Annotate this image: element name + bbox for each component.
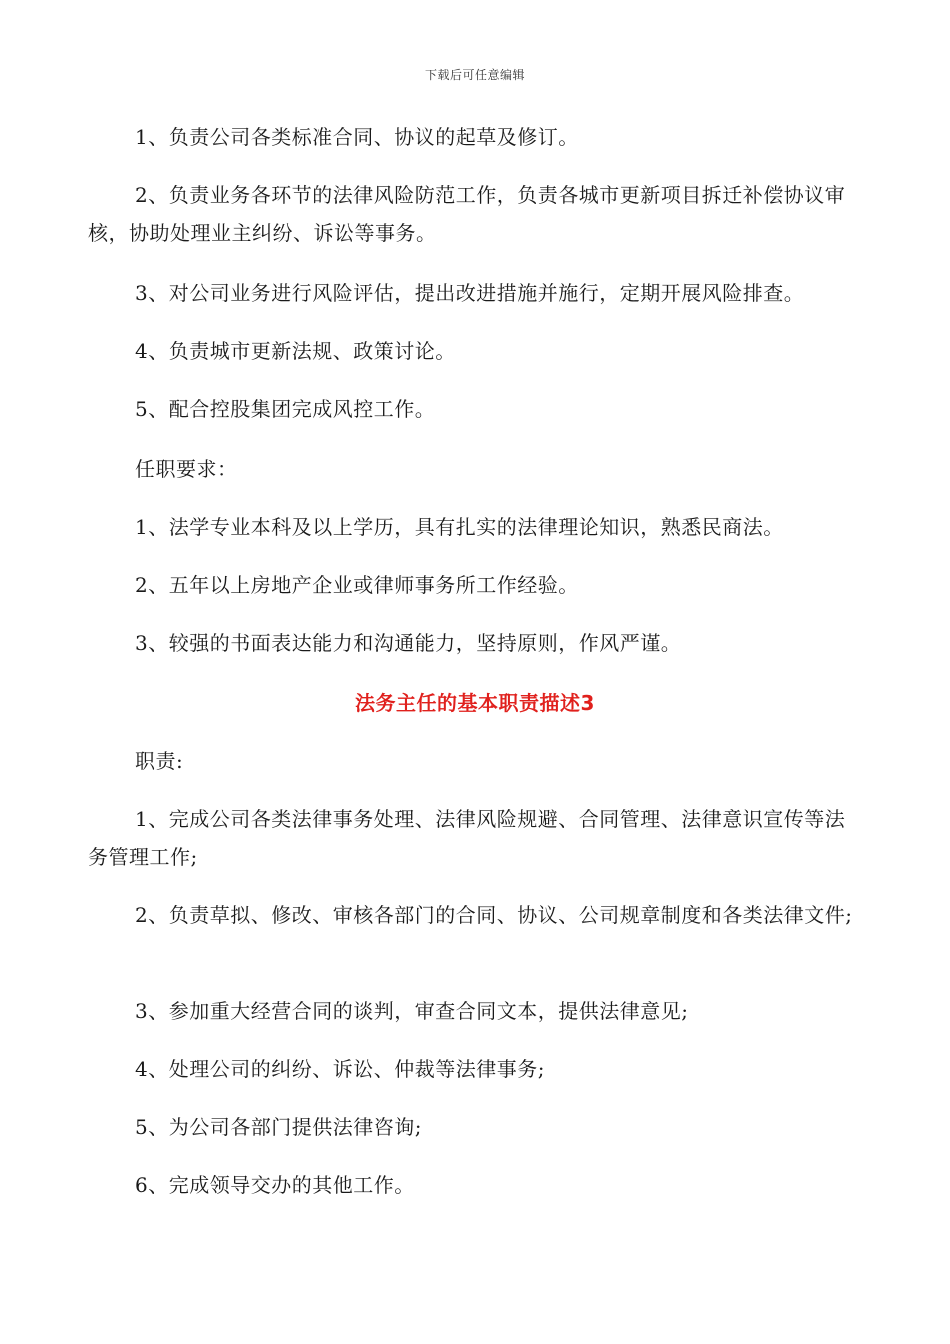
duty-b-item-2: 2、负责草拟、修改、审核各部门的合同、协议、公司规章制度和各类法律文件; (135, 903, 853, 927)
duty-b-item-3: 3、参加重大经营合同的谈判，审查合同文本，提供法律意见; (135, 999, 689, 1023)
duty-item-5: 5、配合控股集团完成风控工作。 (135, 397, 436, 421)
duties-label: 职责: (135, 749, 184, 773)
requirements-label: 任职要求： (135, 457, 238, 481)
duty-item-4: 4、负责城市更新法规、政策讨论。 (135, 339, 456, 363)
requirement-item-1: 1、法学专业本科及以上学历，具有扎实的法律理论知识，熟悉民商法。 (135, 515, 784, 539)
duty-item-3: 3、对公司业务进行风险评估，提出改进措施并施行，定期开展风险排查。 (135, 281, 805, 305)
duty-item-2: 2、负责业务各环节的法律风险防范工作，负责各城市更新项目拆迁补偿协议审核，协助处理业主纠纷、诉讼等事务。 (88, 183, 846, 245)
duty-b-item-5: 5、为公司各部门提供法律咨询; (135, 1115, 422, 1139)
requirement-item-3: 3、较强的书面表达能力和沟通能力，坚持原则，作风严谨。 (135, 631, 682, 655)
duty-b-item-4: 4、处理公司的纠纷、诉讼、仲裁等法律事务; (135, 1057, 545, 1081)
duty-b-item-6: 6、完成领导交办的其他工作。 (135, 1173, 415, 1197)
duty-b-item-1: 1、完成公司各类法律事务处理、法律风险规避、合同管理、法律意识宣传等法务管理工作; (88, 807, 846, 869)
requirement-item-2: 2、五年以上房地产企业或律师事务所工作经验。 (135, 573, 579, 597)
duty-item-1: 1、负责公司各类标准合同、协议的起草及修订。 (135, 125, 579, 149)
page-header: 下载后可任意编辑 (424, 68, 525, 82)
section-title: 法务主任的基本职责描述3 (355, 691, 595, 715)
